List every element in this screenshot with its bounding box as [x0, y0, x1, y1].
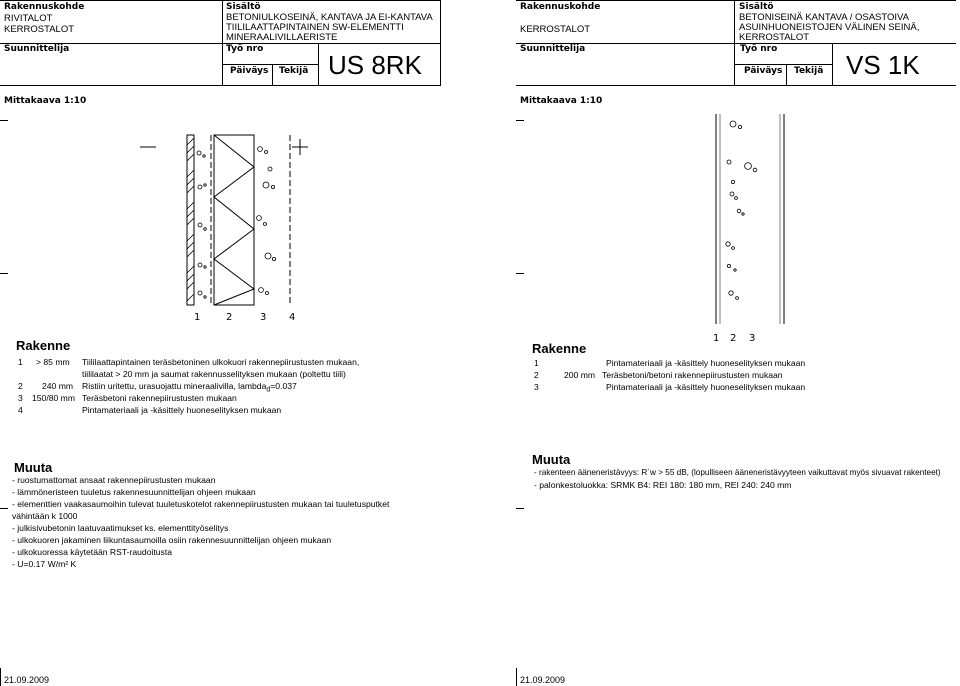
sisalto-line-1: BETONISEINÄ KANTAVA / OSASTOIVA [739, 12, 909, 23]
insulation-layer [214, 135, 254, 305]
muuta-line: vähintään k 1000 [12, 511, 78, 521]
header-top-border [516, 0, 956, 1]
rakenne-row-num: 4 [18, 405, 23, 415]
rakenne-row-dim: 240 mm [42, 381, 74, 391]
paivays-label: Päiväys [230, 66, 269, 76]
rakenne-row-dim: 200 mm [564, 370, 596, 380]
paivays-line [222, 64, 318, 65]
rakenne-row-text: Teräsbetoni rakennepiirustusten mukaan [82, 393, 237, 403]
aggregate-circles [726, 121, 757, 299]
paivays-divider [786, 64, 787, 86]
rakenne-row-num: 3 [534, 382, 539, 392]
right-sheet [480, 0, 960, 686]
date: 21.09.2009 [520, 675, 566, 685]
scale-label: Mittakaava 1:10 [4, 96, 87, 106]
rakenne-title: Rakenne [532, 341, 587, 356]
layer-number-4: 4 [289, 312, 296, 323]
muuta-line: - ruostumattomat ansaat rakennepiirustusten mukaan [12, 475, 216, 485]
frame-tick [516, 120, 524, 121]
rakenne-row-num: 3 [18, 393, 23, 403]
rakennuskohde-label: Rakennuskohde [4, 2, 85, 12]
wall-section-drawing [700, 110, 800, 330]
lambda-subscript: d [266, 386, 271, 394]
rakenne-row-text [82, 381, 297, 394]
drawing-code: US 8RK [328, 50, 422, 80]
layer-number-3: 3 [749, 333, 756, 344]
frame-tick [0, 273, 8, 274]
rakenne-row-dim: 150/80 mm [32, 393, 75, 403]
sisalto-label: Sisältö [226, 2, 261, 12]
paivays-label: Päiväys [744, 66, 783, 76]
sisalto-line-3: KERROSTALOT [739, 32, 810, 43]
aggregate-circles [197, 151, 206, 298]
suunnittelija-label: Suunnittelija [520, 44, 586, 54]
rakenne-title: Rakenne [16, 338, 71, 353]
layer-number-1: 1 [194, 312, 201, 323]
muuta-line: - rakenteen ääneneristävyys: R´w > 55 dB, (lopulliseen ääneneristävyyteen vaikuttavat myös sivuavat rakenteet) [534, 468, 941, 477]
rakenne-row-text: Pintamateriaali ja -käsittely huoneselityksen mukaan [606, 382, 806, 392]
lambda-value: =0.037 [270, 381, 297, 391]
tyo-nro-label: Työ nro [740, 44, 778, 54]
rakenne-row-text: tiililaatat > 20 mm ja saumat rakennusselityksen mukaan (poltettu tiili) [82, 369, 346, 379]
drawing-code: VS 1K [846, 50, 920, 80]
lambda-text: Ristiin uritettu, urasuojattu mineraalivilla, lambda [82, 381, 267, 391]
rakenne-row-text: Pintamateriaali ja -käsittely huoneselityksen mukaan [82, 405, 282, 415]
tile-hatch [187, 138, 194, 301]
footer-tick [0, 668, 1, 686]
header-column-divider [222, 0, 223, 86]
layer-number-3: 3 [260, 312, 267, 323]
rakennuskohde-line-2: KERROSTALOT [4, 24, 75, 35]
date: 21.09.2009 [4, 675, 50, 685]
layer-number-2: 2 [730, 333, 737, 344]
sisalto-line-2: TIILILAATTAPINTAINEN SW-ELEMENTTI [226, 22, 404, 33]
rakenne-row-text: Pintamateriaali ja -käsittely huoneselityksen mukaan [606, 358, 806, 368]
rakenne-row-num: 2 [534, 370, 539, 380]
footer-tick [516, 668, 517, 686]
wall-section-drawing [130, 125, 320, 325]
rakenne-row-num: 1 [534, 358, 539, 368]
layer-number-2: 2 [226, 312, 233, 323]
rakennuskohde-line-1: RIVITALOT [4, 13, 53, 24]
header-top-border [0, 0, 440, 1]
layer-number-1: 1 [713, 333, 720, 344]
sisalto-label: Sisältö [739, 2, 774, 12]
code-divider [318, 44, 319, 86]
rakenne-row-text: Teräsbetoni/betoni rakennepiirustusten mukaan [602, 370, 783, 380]
header-column-divider [734, 0, 735, 86]
header-bottom-border [0, 85, 440, 86]
insulation-zigzag [214, 135, 254, 305]
muuta-line: - lämmöneristeen tuuletus rakennesuunnittelijan ohjeen mukaan [12, 487, 256, 497]
rakenne-row-dim: > 85 mm [36, 357, 70, 367]
rakenne-row-num: 2 [18, 381, 23, 391]
paivays-line [734, 64, 832, 65]
muuta-title: Muuta [14, 460, 53, 475]
muuta-line: - U=0.17 W/m² K [12, 559, 77, 569]
header-bottom-border [516, 85, 956, 86]
rakennuskohde-line-2: KERROSTALOT [520, 24, 591, 35]
sisalto-line-1: BETONIULKOSEINÄ, KANTAVA JA EI-KANTAVA [226, 12, 433, 23]
muuta-line: - elementtien vaakasaumoihin tulevat tuuletuskotelot rakennepiirustusten mukaan tai tuuletusputket [12, 499, 390, 509]
muuta-line: - julkisivubetonin laatuvaatimukset ks. elementtityöselitys [12, 523, 229, 533]
sisalto-line-2: ASUINHUONEISTOJEN VÄLINEN SEINÄ, [739, 22, 920, 33]
paivays-divider [272, 64, 273, 86]
frame-tick [516, 508, 524, 509]
aggregate-circles [257, 147, 276, 295]
rakennuskohde-label: Rakennuskohde [520, 2, 601, 12]
frame-tick [516, 273, 524, 274]
rakenne-row-text: Tiililaattapintainen teräsbetoninen ulkokuori rakennepiirustusten mukaan, [82, 357, 360, 367]
sisalto-line-3: MINERAALIVILLAERISTE [226, 32, 338, 43]
frame-tick [0, 120, 8, 121]
muuta-line: - ulkokuoressa käytetään RST-raudoitusta [12, 547, 173, 557]
rakenne-row-num: 1 [18, 357, 23, 367]
tyo-nro-label: Työ nro [226, 44, 264, 54]
code-divider [832, 44, 833, 86]
muuta-line: - ulkokuoren jakaminen liikuntasaumoilla osiin rakennesuunnittelijan ohjeen mukaan [12, 535, 332, 545]
tekija-label: Tekijä [794, 66, 824, 76]
frame-tick [0, 508, 8, 509]
scale-label: Mittakaava 1:10 [520, 96, 603, 106]
muuta-line: - palonkestoluokka: SRMK B4: REI 180: 180 mm, REI 240: 240 mm [534, 480, 792, 490]
tekija-label: Tekijä [279, 66, 309, 76]
suunnittelija-label: Suunnittelija [4, 44, 70, 54]
muuta-title: Muuta [532, 452, 571, 467]
header-right-border [440, 0, 441, 86]
